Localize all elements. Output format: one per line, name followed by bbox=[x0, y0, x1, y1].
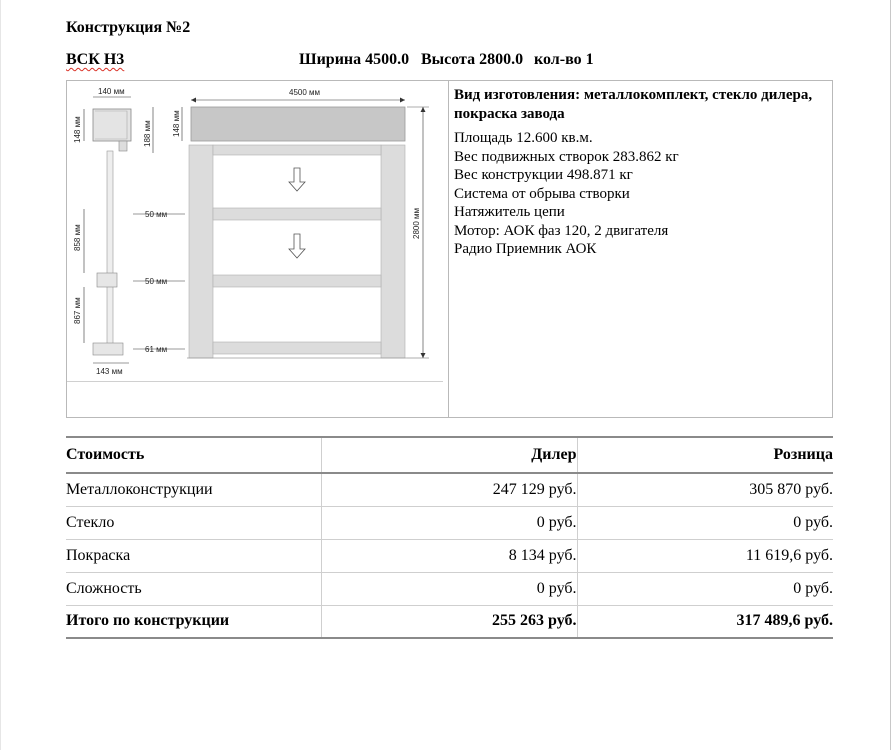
door-header bbox=[191, 107, 405, 141]
chain-tensioner-line: Натяжитель цепи bbox=[454, 204, 565, 220]
row-dealer-value: 0 руб. bbox=[321, 506, 577, 539]
dim-cap-height-b: 148 мм bbox=[172, 110, 181, 137]
row-dealer-value: 8 134 руб. bbox=[321, 539, 577, 572]
header-cost: Стоимость bbox=[66, 437, 321, 473]
table-row bbox=[66, 506, 833, 539]
door-top-beam bbox=[213, 145, 381, 155]
construction-details bbox=[454, 86, 824, 259]
moving-weight-line: Вес подвижных створок 283.862 кг bbox=[454, 148, 679, 165]
row-retail-value: 0 руб. bbox=[577, 572, 833, 605]
height-label: Высота 2800.0 bbox=[421, 51, 524, 68]
door-drawing bbox=[67, 81, 447, 381]
total-label: Итого по конструкции bbox=[66, 605, 321, 638]
table-row bbox=[66, 539, 833, 572]
row-dealer-value: 0 руб. bbox=[321, 572, 577, 605]
header-dealer: Дилер bbox=[321, 437, 577, 473]
row-retail-value: 0 руб. bbox=[577, 506, 833, 539]
table-row bbox=[66, 572, 833, 605]
total-retail-value: 317 489,6 руб. bbox=[577, 605, 833, 638]
drawing-separator bbox=[67, 381, 443, 382]
profile-joint-1 bbox=[97, 273, 117, 287]
dim-overall-width: 4500 мм bbox=[289, 88, 321, 97]
info-divider bbox=[448, 80, 449, 418]
door-bottom-beam bbox=[213, 342, 381, 354]
radio-receiver-line: Радио Приемник АОК bbox=[454, 241, 597, 257]
door-left-post bbox=[189, 145, 213, 358]
total-dealer-value: 255 263 руб. bbox=[321, 605, 577, 638]
area-line: Площадь 12.600 кв.м. bbox=[454, 130, 593, 146]
dim-top-height: 148 мм bbox=[73, 116, 82, 143]
motor-line: Мотор: АОК фаз 120, 2 двигателя bbox=[454, 222, 669, 239]
header-retail: Розница bbox=[577, 437, 833, 473]
row-label: Стекло bbox=[66, 506, 321, 539]
row-dealer-value: 247 129 руб. bbox=[321, 473, 577, 506]
break-protection-line: Система от обрыва створки bbox=[454, 185, 630, 202]
width-label: Ширина 4500.0 bbox=[299, 51, 410, 68]
table-row bbox=[66, 473, 833, 506]
dim-bottom-joint: 61 мм bbox=[145, 345, 168, 354]
dim-section-2: 867 мм bbox=[73, 297, 82, 324]
cost-table bbox=[66, 436, 833, 639]
door-beam-2 bbox=[213, 275, 381, 287]
row-retail-value: 11 619,6 руб. bbox=[577, 539, 833, 572]
table-header-row bbox=[66, 437, 833, 473]
dim-joint-1: 50 мм bbox=[145, 210, 168, 219]
dim-top-width: 140 мм bbox=[98, 87, 125, 96]
row-label: Металлоконструкции bbox=[66, 473, 321, 506]
profile-rail bbox=[107, 151, 113, 351]
arrow-down-icon bbox=[289, 168, 305, 191]
profile-top-cap bbox=[93, 109, 131, 151]
dim-bottom-width: 143 мм bbox=[96, 367, 123, 376]
arrow-down-icon bbox=[289, 234, 305, 258]
row-retail-value: 305 870 руб. bbox=[577, 473, 833, 506]
row-label: Покраска bbox=[66, 539, 321, 572]
dim-section-1: 858 мм bbox=[73, 224, 82, 251]
production-type: Вид изготовления: металлокомплект, стекло дилера, покраска завода bbox=[454, 87, 813, 122]
profile-bottom bbox=[93, 343, 123, 355]
dim-overall-height: 2800 мм bbox=[412, 207, 421, 239]
document-title: Конструкция №2 bbox=[66, 19, 191, 36]
table-total-row bbox=[66, 605, 833, 638]
quantity-label: кол-во 1 bbox=[534, 51, 594, 68]
door-right-post bbox=[381, 145, 405, 358]
model-label bbox=[66, 51, 124, 69]
door-beam-1 bbox=[213, 208, 381, 220]
dim-cap-height-a: 188 мм bbox=[143, 120, 152, 147]
model-name: ВСК Н3 bbox=[66, 51, 125, 68]
row-label: Сложность bbox=[66, 572, 321, 605]
dim-joint-2: 50 мм bbox=[145, 277, 168, 286]
total-weight-line: Вес конструкции 498.871 кг bbox=[454, 167, 633, 183]
